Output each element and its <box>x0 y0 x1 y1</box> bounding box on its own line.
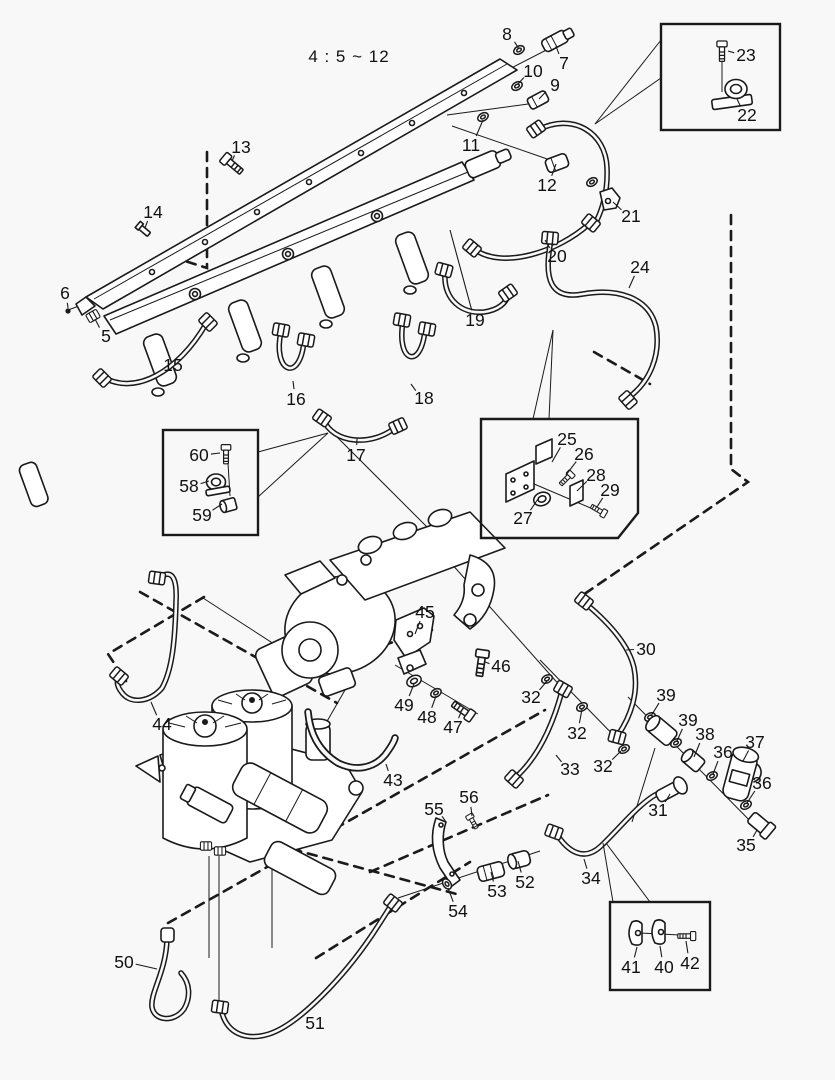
callout-label-17: 17 <box>346 445 366 465</box>
bolt-23 <box>717 41 727 61</box>
callout-41 <box>621 947 640 977</box>
callout-label-48: 48 <box>417 707 437 727</box>
leader-line-5 <box>95 319 100 328</box>
leader-line-42 <box>686 941 688 953</box>
bolt-60 <box>221 445 231 464</box>
leader-line-11 <box>476 120 483 136</box>
callout-label-38: 38 <box>695 724 715 744</box>
callout-label-49: 49 <box>394 695 414 715</box>
nut-59 <box>219 497 238 513</box>
callout-18 <box>411 384 434 408</box>
reference-note: 4 : 5 ~ 12 <box>308 47 390 66</box>
callout-label-20: 20 <box>547 246 567 266</box>
callout-label-5: 5 <box>101 326 111 346</box>
seal-32a <box>540 673 553 685</box>
callout-label-32: 32 <box>521 687 541 707</box>
callout-17 <box>346 439 365 465</box>
callout-label-24: 24 <box>630 257 650 277</box>
callout-label-16: 16 <box>286 389 306 409</box>
injection-pipes-art <box>92 119 657 440</box>
bolt-42 <box>678 932 696 941</box>
callout-label-41: 41 <box>621 957 641 977</box>
callout-label-13: 13 <box>231 137 251 157</box>
callout-10 <box>518 61 543 84</box>
callout-38 <box>694 724 715 757</box>
callout-label-32: 32 <box>593 756 613 776</box>
callout-label-26: 26 <box>574 444 594 464</box>
callout-59 <box>192 504 222 525</box>
callout-56 <box>459 787 478 816</box>
callout-49 <box>394 684 414 715</box>
pipe-50-cap <box>161 928 174 942</box>
bushing-49 <box>405 673 423 689</box>
callout-label-19: 19 <box>465 310 485 330</box>
callout-label-7: 7 <box>559 53 569 73</box>
callout-label-10: 10 <box>523 61 543 81</box>
callout-7 <box>556 46 569 73</box>
clamp-58 <box>206 474 231 496</box>
callout-50 <box>114 952 157 972</box>
callout-label-37: 37 <box>745 732 765 752</box>
callout-13 <box>231 137 250 161</box>
callout-label-54: 54 <box>448 901 468 921</box>
callout-label-60: 60 <box>189 445 209 465</box>
callout-label-45: 45 <box>415 602 435 622</box>
callout-label-30: 30 <box>636 639 656 659</box>
callout-label-51: 51 <box>305 1013 325 1033</box>
leader-line-23 <box>728 51 734 53</box>
pin-14 <box>135 221 152 237</box>
callout-label-12: 12 <box>537 175 557 195</box>
callout-58 <box>179 476 209 496</box>
callout-label-28: 28 <box>586 465 606 485</box>
callout-label-18: 18 <box>414 388 434 408</box>
callout-label-58: 58 <box>179 476 199 496</box>
clamp-28 <box>570 480 583 506</box>
sleeve-38 <box>679 747 705 773</box>
callout-label-29: 29 <box>600 480 620 500</box>
callout-32 <box>521 681 547 707</box>
callout-label-11: 11 <box>461 135 481 155</box>
ball-6 <box>65 308 70 313</box>
callout-51 <box>305 1013 324 1033</box>
callout-34 <box>581 859 601 888</box>
injection-pump-art <box>253 506 505 698</box>
callout-39 <box>651 685 676 716</box>
leader-line-54 <box>448 888 453 902</box>
clamp-41 <box>629 921 642 945</box>
leader-line-30 <box>626 650 634 651</box>
callout-label-39: 39 <box>678 710 698 730</box>
callout-46 <box>485 656 511 676</box>
callout-label-52: 52 <box>515 872 535 892</box>
callout-label-25: 25 <box>557 429 577 449</box>
callout-label-14: 14 <box>143 202 163 222</box>
callout-label-32: 32 <box>567 723 587 743</box>
callout-label-8: 8 <box>502 24 512 44</box>
callout-42 <box>680 941 699 973</box>
clamp-40 <box>652 920 665 944</box>
leader-line-16 <box>293 381 294 389</box>
callout-25 <box>552 429 577 462</box>
fitting-9 <box>526 90 549 110</box>
sensor-7 <box>540 26 575 53</box>
callout-label-21: 21 <box>621 206 641 226</box>
callout-label-47: 47 <box>443 717 463 737</box>
bracket-55 <box>433 818 460 886</box>
callout-label-53: 53 <box>487 881 507 901</box>
callout-label-46: 46 <box>491 656 511 676</box>
callout-label-23: 23 <box>736 45 756 65</box>
callout-label-44: 44 <box>152 714 172 734</box>
callout-35 <box>736 830 757 855</box>
callout-48 <box>417 696 436 727</box>
leader-line-25 <box>552 447 560 462</box>
leader-line-46 <box>485 662 489 664</box>
callout-33 <box>556 755 580 779</box>
callout-23 <box>728 45 756 65</box>
callout-14 <box>143 202 163 228</box>
callout-label-40: 40 <box>654 957 674 977</box>
callout-label-59: 59 <box>192 505 212 525</box>
callout-label-6: 6 <box>60 283 70 303</box>
callout-label-50: 50 <box>114 952 134 972</box>
callout-29 <box>597 480 620 507</box>
callout-label-33: 33 <box>560 759 580 779</box>
callout-32 <box>593 751 621 776</box>
callout-label-35: 35 <box>736 835 756 855</box>
leader-line-50 <box>136 964 157 969</box>
callout-label-31: 31 <box>648 800 668 820</box>
seal-10 <box>510 80 523 92</box>
callout-label-43: 43 <box>383 770 403 790</box>
callout-label-36: 36 <box>752 773 772 793</box>
callout-8 <box>502 24 519 49</box>
leader-line-24 <box>629 276 634 288</box>
fitting-12 <box>544 153 569 174</box>
callout-55 <box>424 799 446 822</box>
callout-label-34: 34 <box>581 868 601 888</box>
leader-line-32 <box>612 751 621 760</box>
seal-8 <box>512 44 525 56</box>
leader-line-6 <box>67 303 68 308</box>
callout-label-15: 15 <box>163 355 183 375</box>
callout-40 <box>654 946 674 977</box>
callout-label-22: 22 <box>737 105 757 125</box>
callout-24 <box>629 257 650 288</box>
seal-36a <box>705 770 718 782</box>
callout-16 <box>286 381 305 409</box>
leader-line-60 <box>211 453 220 454</box>
clamp-27 <box>532 490 552 508</box>
callout-label-27: 27 <box>513 508 533 528</box>
leader-line-40 <box>660 946 662 957</box>
callout-47 <box>443 712 462 737</box>
callout-43 <box>383 764 402 790</box>
callout-label-55: 55 <box>424 799 444 819</box>
fitting-53 <box>476 861 505 882</box>
callout-11 <box>462 120 483 155</box>
callout-60 <box>189 445 220 465</box>
callout-label-36: 36 <box>713 742 733 762</box>
callout-32 <box>567 709 586 743</box>
callout-44 <box>151 702 172 734</box>
callout-label-39: 39 <box>656 685 676 705</box>
leader-line-41 <box>634 947 637 957</box>
callout-label-56: 56 <box>459 787 479 807</box>
callout-6 <box>60 283 70 308</box>
callout-label-42: 42 <box>680 953 700 973</box>
cap-52 <box>506 850 531 870</box>
callout-21 <box>613 202 641 226</box>
callout-label-9: 9 <box>550 75 560 95</box>
